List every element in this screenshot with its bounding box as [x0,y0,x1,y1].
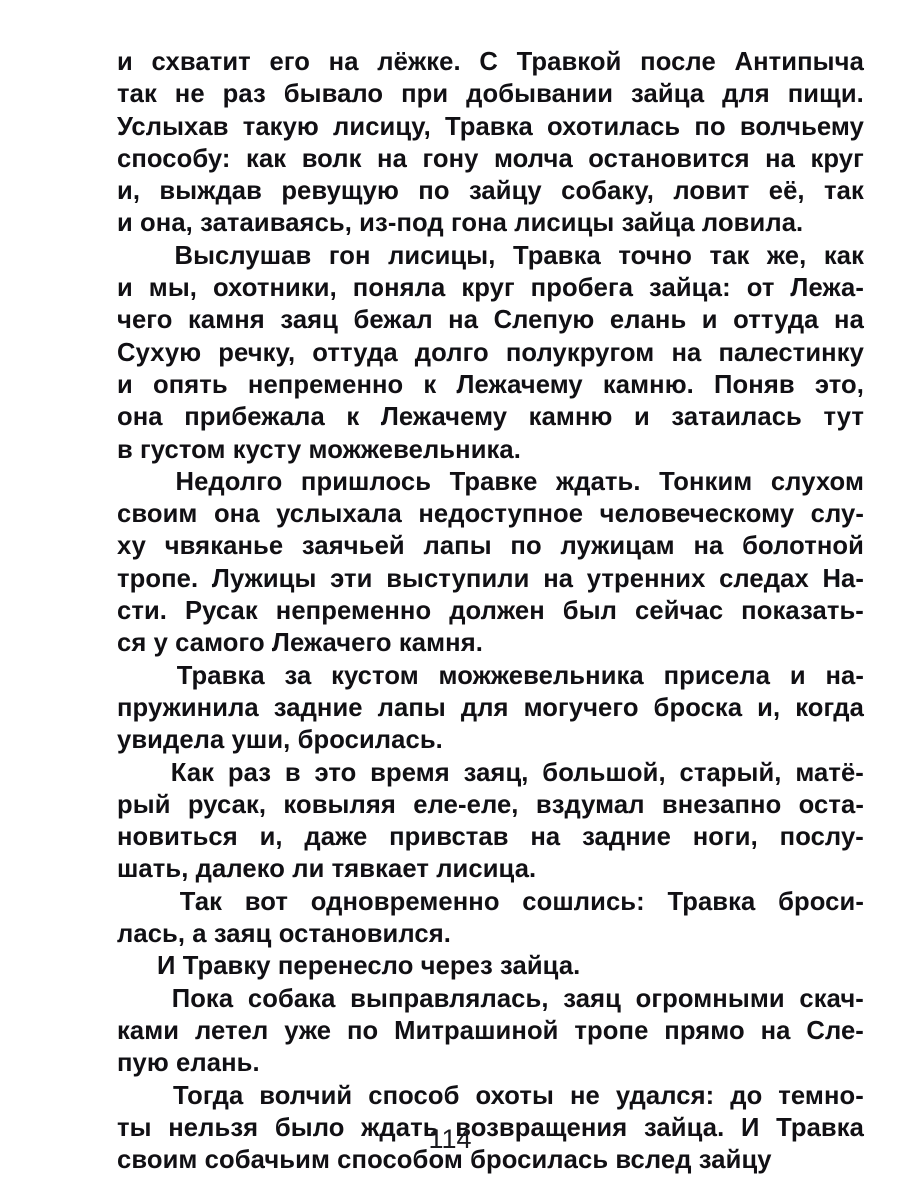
text-line: Недолго пришлось Травке ждать. Тонким слухом [117,466,864,498]
first-line-indent [117,660,157,692]
text-line: своим собачьим способом бросилась вслед зайцу [117,1146,772,1175]
text-line: способу: как волк на гону молча остановится на круг [117,144,864,173]
text-line: и опять непременно к Лежачему камню. Поняв это, [117,370,864,399]
text-line: пую елань. [117,1049,260,1078]
paragraph [117,886,864,951]
first-line-indent [117,886,157,918]
text-line: рый русак, ковыляя еле-еле, вздумал внезапно оста- [117,790,864,819]
paragraph [117,240,864,466]
paragraph [117,983,864,1080]
text-line: Услыхав такую лисицу, Травка охотилась по волчьему [117,112,864,141]
text-line: Так вот одновременно сошлись: Травка броси- [117,886,864,918]
text-line: лась, а заяц остановился. [117,920,451,949]
first-line-indent [117,466,157,498]
paragraph [117,466,864,660]
page-text-body [117,46,864,1176]
text-line: чего камня заяц бежал на Слепую елань и оттуда на [117,306,864,335]
text-line: и мы, охотники, поняла круг пробега зайца: от Лежа- [117,274,864,303]
first-line-indent [117,983,157,1015]
paragraph [117,757,864,886]
paragraph [117,950,864,982]
text-line: Травка за кустом можжевельника присела и на- [117,660,864,692]
paragraph [117,660,864,757]
text-line: тропе. Лужицы эти выступили на утренних следах На- [117,564,864,593]
text-line: своим она услыхала недоступное человеческому слу- [117,500,864,529]
text-line: сти. Русак непременно должен был сейчас показать- [117,597,864,626]
text-line: пружинила задние лапы для могучего броска и, когда [117,693,864,722]
text-line: Пока собака выправлялась, заяц огромными скач- [117,983,864,1015]
text-line: Сухую речку, оттуда долго полукругом на палестинку [117,338,864,367]
text-line: в густом кусту можжевельника. [117,435,521,464]
text-line: ты нельзя было ждать возвращения зайца. И Травка [117,1113,864,1142]
text-line: так не раз бывало при добывании зайца для пищи. [117,80,864,109]
first-line-indent [117,757,157,789]
first-line-indent [117,240,157,272]
text-line: шать, далеко ли тявкает лисица. [117,855,537,884]
text-line: и она, затаиваясь, из-под гона лисицы зайца ловила. [117,209,804,238]
text-line: увидела уши, бросилась. [117,726,443,755]
text-line: ками летел уже по Митрашиной тропе прямо на Сле- [117,1016,864,1045]
text-line: ся у самого Лежачего камня. [117,629,483,658]
text-line: и схватит его на лёжке. С Травкой после Антипыча [117,48,864,76]
first-line-indent [117,1080,157,1112]
text-line: новиться и, даже привстав на задние ноги, послу- [117,823,864,852]
text-line: и, выждав ревущую по зайцу собаку, ловит её, так [117,177,864,206]
page-number: 114 [428,1124,472,1154]
text-line: Тогда волчий способ охоты не удался: до темно- [117,1080,864,1112]
text-line: И Травку перенесло через зайца. [157,952,581,981]
paragraph [117,46,864,240]
text-line: Как раз в это время заяц, большой, старый, матё- [117,757,864,789]
text-line: Выслушав гон лисицы, Травка точно так же, как [117,240,864,272]
text-line: ху чвяканье заячьей лапы по лужицам на болотной [117,532,864,561]
text-line: она прибежала к Лежачему камню и затаилась тут [117,403,864,432]
